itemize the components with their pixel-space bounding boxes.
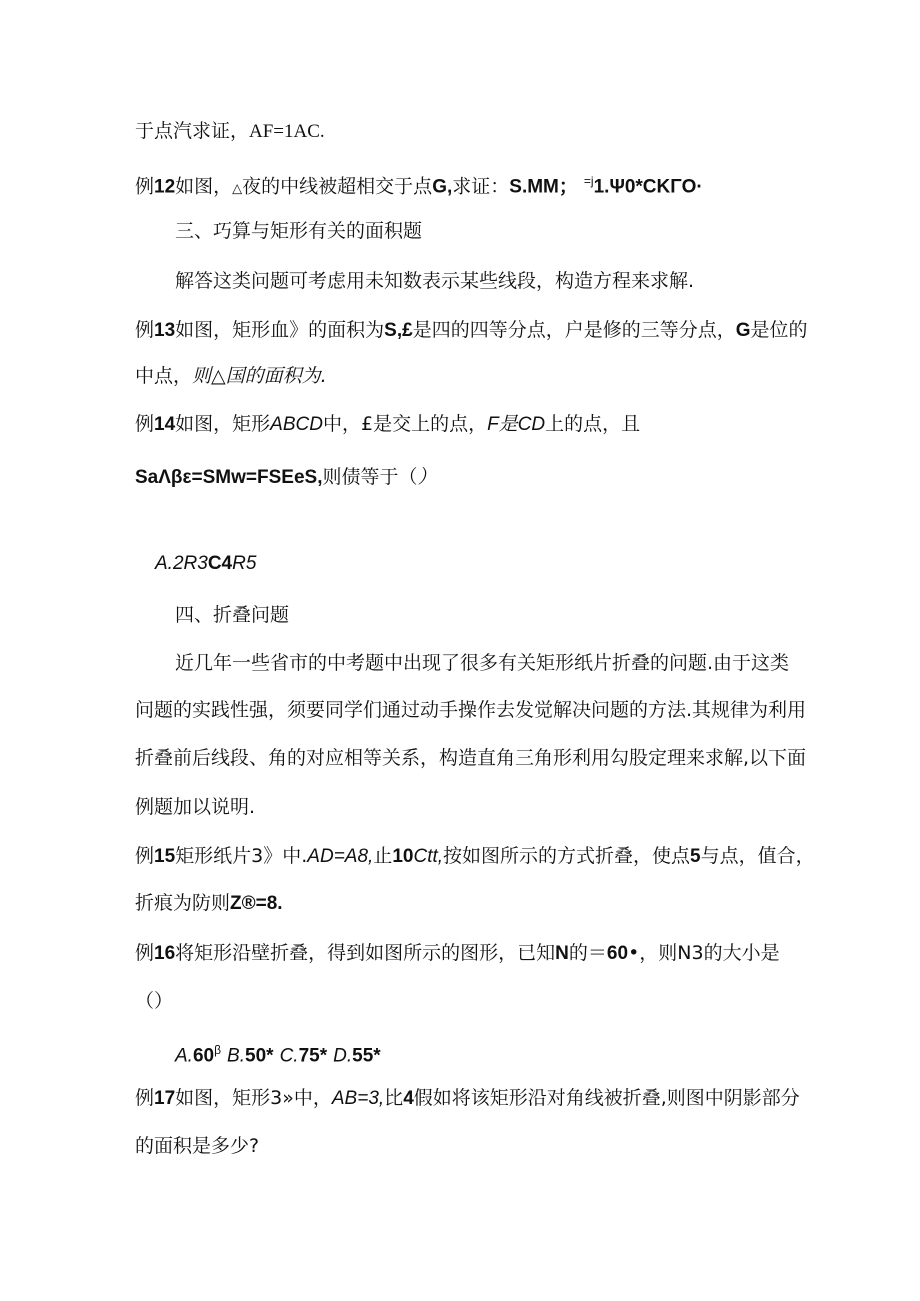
section-heading-4: 四、折叠问题: [175, 604, 290, 626]
text-line-11: 近几年一些省市的中考题中出现了很多有关矩形纸片折叠的问题.由于这类: [175, 652, 790, 674]
choices-16: $A.60^\beta$ B.50* C.75* D.55*: [175, 1043, 381, 1067]
section-heading-3: 三、巧算与矩形有关的面积题: [175, 220, 423, 242]
text-line-8: SaΛβε=SMw=FSEeS,则债等于（）: [135, 466, 437, 488]
text-line-21: 的面积是多少?: [135, 1135, 260, 1157]
text-line-6: 中点，则△国的面积为.: [135, 365, 327, 387]
example-12: 例12如图，△夜的中线被超相交于点G,求证：S.MM； $^{=j}$1.Ψ0*CKΓO·: [135, 174, 703, 198]
text-line-1: 于点汽求证，AF=1AC.: [135, 120, 325, 142]
text-line-16: 折痕为防则Z®=8.: [135, 892, 283, 914]
text-line-13: 折叠前后线段、角的对应相等关系，构造直角三角形利用勾股定理来求解,以下面: [135, 747, 807, 769]
example-16: 例16将矩形沿壁折叠，得到如图所示的图形，已知N的＝60•，则N3的大小是: [135, 942, 780, 964]
example-15: 例15矩形纸片3》中.AD=A8,止10Ctt,按如图所示的方式折叠，使点5与点，值合，: [135, 845, 815, 867]
text-line-12: 问题的实践性强，须要同学们通过动手操作去发觉解决问题的方法.其规律为利用: [135, 699, 807, 721]
example-14: 例14如图，矩形ABCD中，£是交上的点，F是CD上的点，且: [135, 413, 641, 435]
text-line-4: 解答这类问题可考虑用未知数表示某些线段，构造方程来求解.: [175, 270, 695, 292]
choices-14: A.2R3C4R5: [155, 553, 257, 574]
example-17: 例17如图，矩形3»中，AB=3,比4假如将该矩形沿对角线被折叠,则图中阴影部分: [135, 1087, 800, 1109]
example-13: 例13如图，矩形血》的面积为S,£是四的四等分点，户是修的三等分点，G是位的: [135, 319, 808, 341]
text-line-14: 例题加以说明.: [135, 796, 256, 818]
text-line-18: （）: [135, 990, 174, 1012]
